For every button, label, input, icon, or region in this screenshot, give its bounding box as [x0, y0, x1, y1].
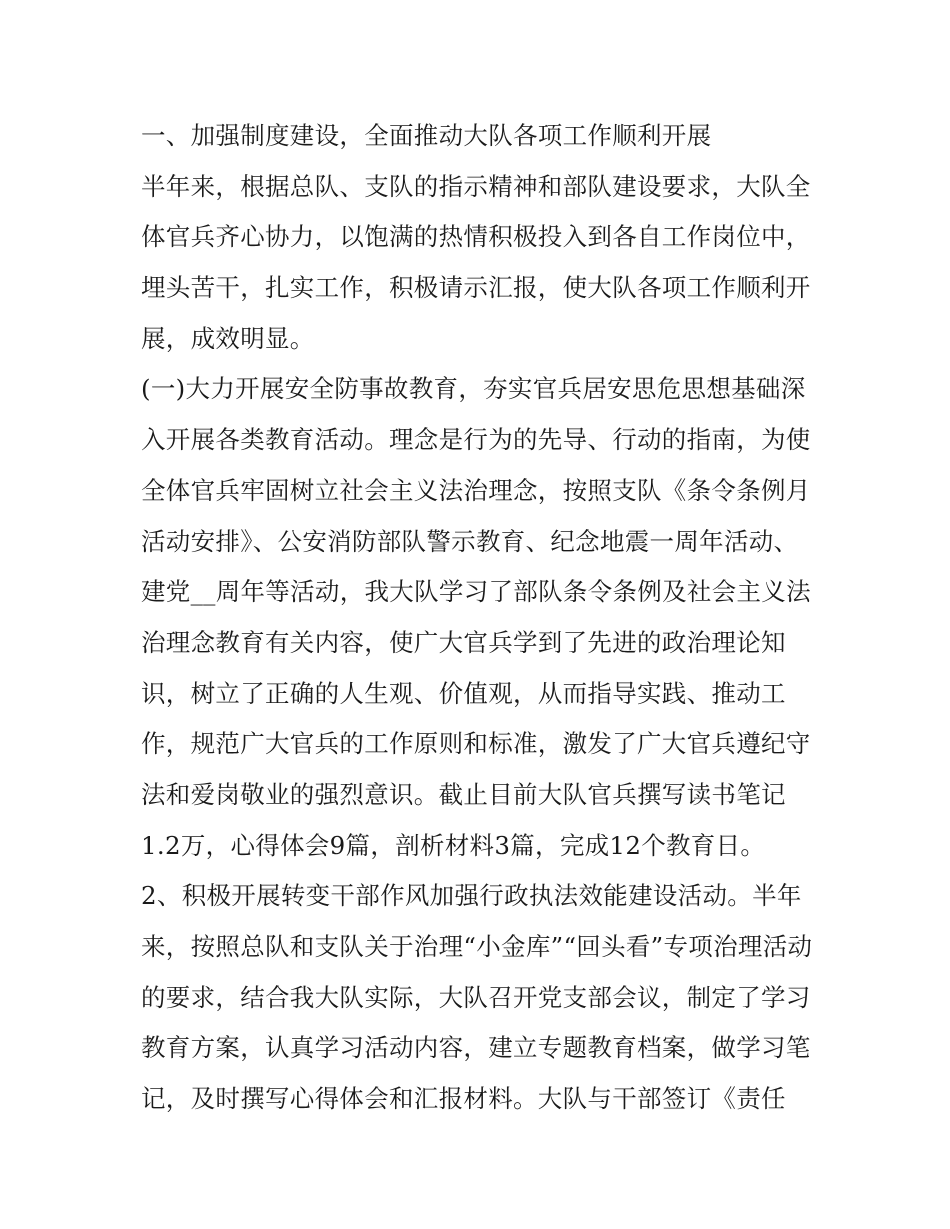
- paragraph-line: 的要求，结合我大队实际，大队召开党支部会议，制定了学习: [141, 982, 811, 1012]
- paragraph-line: 法和爱岗敬业的强烈意识。截止目前大队官兵撰写读书笔记: [141, 779, 786, 809]
- paragraph-line: 教育方案，认真学习活动内容，建立专题教育档案，做学习笔: [141, 1033, 811, 1063]
- paragraph-line: 体官兵齐心协力，以饱满的热情积极投入到各自工作岗位中，: [141, 222, 811, 252]
- paragraph-line: 来，按照总队和支队关于治理“小金库”“回头看”专项治理活动: [141, 932, 813, 961]
- paragraph-line: 埋头苦干，扎实工作，积极请示汇报，使大队各项工作顺利开: [141, 273, 811, 303]
- paragraph-line: 入开展各类教育活动。理念是行为的先导、行动的指南，为使: [141, 425, 811, 455]
- paragraph-line: 记，及时撰写心得体会和汇报材料。大队与干部签订《责任: [141, 1084, 786, 1114]
- paragraph-line: 1.2万，心得体会9篇，剖析材料3篇，完成12个教育日。: [141, 830, 766, 860]
- subsection-line: (一)大力开展安全防事故教育，夯实官兵居安思危思想基础深: [141, 374, 806, 404]
- paragraph-line: 活动安排》、公安消防部队警示教育、纪念地震一周年活动、: [141, 526, 799, 556]
- paragraph-line: 半年来，根据总队、支队的指示精神和部队建设要求，大队全: [141, 171, 811, 201]
- paragraph-line: 全体官兵牢固树立社会主义法治理念，按照支队《条令条例月: [141, 475, 811, 505]
- paragraph-line: 作，规范广大官兵的工作原则和标准，激发了广大官兵遵纪守: [141, 729, 811, 759]
- paragraph-line: 展，成效明显。: [141, 323, 315, 353]
- subsection-line: 2、积极开展转变干部作风加强行政执法效能建设活动。半年: [141, 881, 802, 911]
- document-body: [141, 111, 813, 1125]
- paragraph-line: 建党__周年等活动，我大队学习了部队条令条例及社会主义法: [141, 577, 811, 607]
- paragraph-line: 治理念教育有关内容，使广大官兵学到了先进的政治理论知: [141, 627, 786, 657]
- section-heading: 一、加强制度建设，全面推动大队各项工作顺利开展: [141, 121, 712, 150]
- paragraph-line: 识，树立了正确的人生观、价值观，从而指导实践、推动工: [141, 678, 786, 708]
